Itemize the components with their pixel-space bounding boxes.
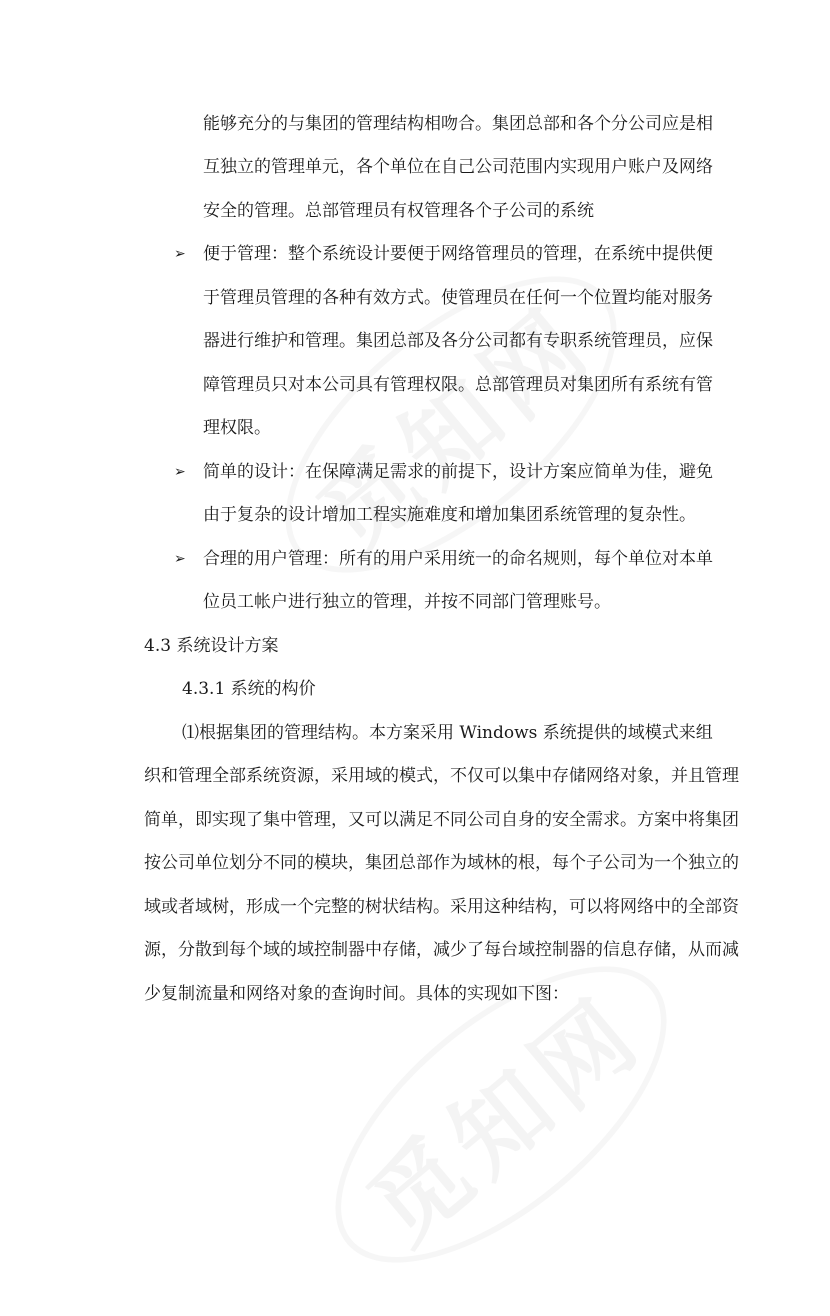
watermark <box>286 913 715 1316</box>
paragraph-line-7: 少复制流量和网络对象的查询时间。具体的实现如下图： <box>144 984 569 1004</box>
bullet-3-line-2: 位员工帐户进行独立的管理，并按不同部门管理账号。 <box>203 592 611 612</box>
section-heading-4-3: 4.3 系统设计方案 <box>144 636 279 656</box>
bullet-1-line-3: 器进行维护和管理。集团总部及各分公司都有专职系统管理员，应保 <box>203 331 713 351</box>
bullet-2-line-1: 简单的设计：在保障满足需求的前提下，设计方案应简单为佳，避免 <box>203 462 713 482</box>
bullet-1-line-5: 理权限。 <box>203 418 271 438</box>
bullet-1-line-2: 于管理员管理的各种有效方式。使管理员在任何一个位置均能对服务 <box>203 288 713 308</box>
bullet-arrow-icon: ➢ <box>174 246 186 262</box>
bullet-3-line-1: 合理的用户管理：所有的用户采用统一的命名规则，每个单位对本单 <box>203 549 713 569</box>
continuation-line-3: 安全的管理。总部管理员有权管理各个子公司的系统 <box>203 201 594 221</box>
bullet-1-line-1: 便于管理：整个系统设计要便于网络管理员的管理，在系统中提供便 <box>203 244 713 264</box>
subsection-heading-4-3-1: 4.3.1 系统的构价 <box>182 679 316 699</box>
continuation-line-2: 互独立的管理单元，各个单位在自己公司范围内实现用户账户及网络 <box>203 157 713 177</box>
bullet-1-line-4: 障管理员只对本公司具有管理权限。总部管理员对集团所有系统有管 <box>203 375 713 395</box>
bullet-arrow-icon: ➢ <box>174 464 186 480</box>
bullet-2-line-2: 由于复杂的设计增加工程实施难度和增加集团系统管理的复杂性。 <box>203 505 696 525</box>
continuation-line-1: 能够充分的与集团的管理结构相吻合。集团总部和各个分公司应是相 <box>203 114 713 134</box>
bullet-arrow-icon: ➢ <box>174 551 186 567</box>
paragraph-line-6: 源，分散到每个域的域控制器中存储，减少了每台域控制器的信息存储，从而减 <box>144 940 739 960</box>
paragraph-line-4: 按公司单位划分不同的模块，集团总部作为域林的根，每个子公司为一个独立的 <box>144 853 739 873</box>
paragraph-line-1: ⑴根据集团的管理结构。本方案采用 Windows 系统提供的域模式来组 <box>182 723 713 743</box>
paragraph-line-2: 织和管理全部系统资源，采用域的模式，不仅可以集中存储网络对象，并且管理 <box>144 766 739 786</box>
paragraph-line-5: 域或者域树，形成一个完整的树状结构。采用这种结构，可以将网络中的全部资 <box>144 897 739 917</box>
paragraph-line-3: 简单，即实现了集中管理，又可以满足不同公司自身的安全需求。方案中将集团 <box>144 810 739 830</box>
